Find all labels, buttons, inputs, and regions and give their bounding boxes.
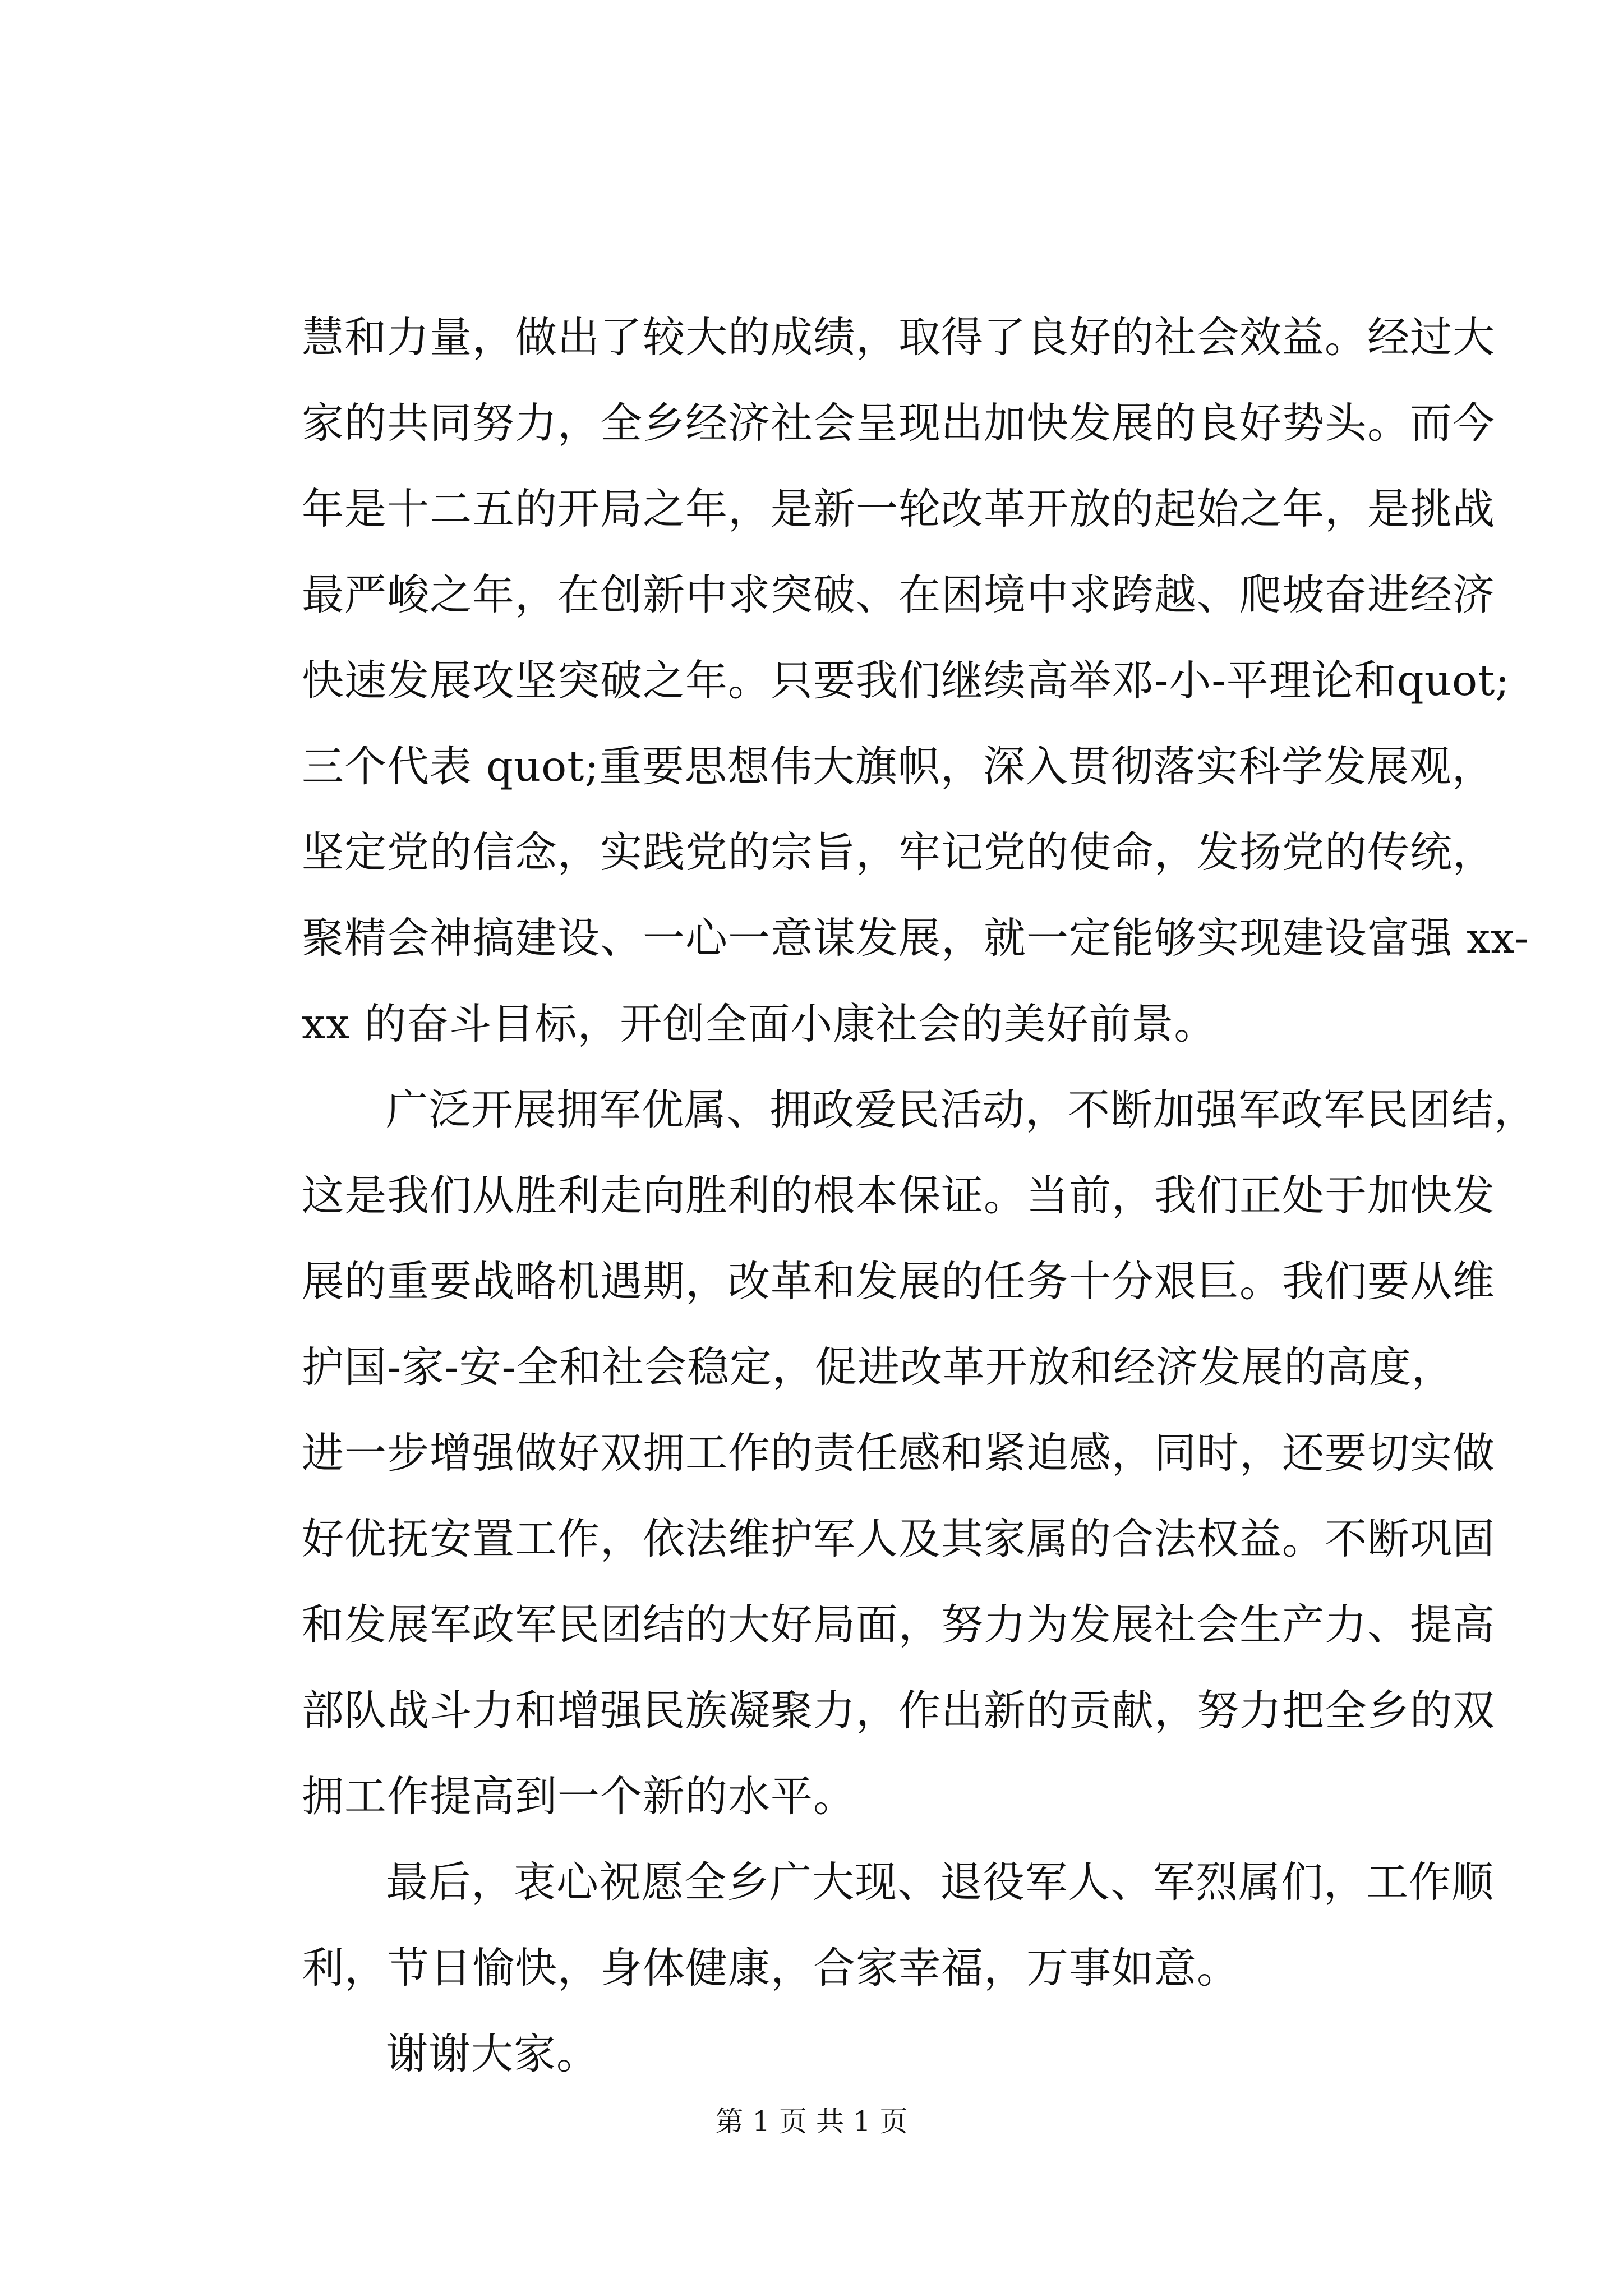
text-line: 坚定党的信念，实践党的宗旨，牢记党的使命，发扬党的传统，: [302, 827, 1496, 877]
text-line: 聚精会神搞建设、一心一意谋发展，就一定能够实现建设富强 xx-: [302, 913, 1529, 963]
text-line: 利，节日愉快，身体健康，合家幸福，万事如意。: [302, 1943, 1240, 1993]
text-line: 年是十二五的开局之年，是新一轮改革开放的起始之年，是挑战: [302, 484, 1496, 533]
text-line: 广泛开展拥军优属、拥政爱民活动，不断加强军政军民团结，: [386, 1085, 1537, 1134]
paragraph-1: [302, 295, 1529, 1067]
text-line: 好优抚安置工作，依法维护军人及其家属的合法权益。不断巩固: [302, 1514, 1496, 1563]
paragraph-4: [302, 2011, 1450, 2097]
paragraph-3: [302, 1839, 1495, 2011]
text-line: 展的重要战略机遇期，改革和发展的任务十分艰巨。我们要从维: [302, 1257, 1496, 1306]
page-footer: 第 1 页 共 1 页: [715, 2105, 908, 2138]
text-line: 这是我们从胜利走向胜利的根本保证。当前，我们正处于加快发: [302, 1171, 1496, 1220]
text-line: 部队战斗力和增强民族凝聚力，作出新的贡献，努力把全乡的双: [302, 1686, 1496, 1735]
text-line: 家的共同努力，全乡经济社会呈现出加快发展的良好势头。而今: [302, 398, 1496, 448]
text-line: 最严峻之年，在创新中求突破、在困境中求跨越、爬坡奋进经济: [302, 570, 1496, 619]
text-line: 三个代表 quot;重要思想伟大旗帜，深入贯彻落实科学发展观，: [302, 742, 1495, 791]
text-line: 谢谢大家。: [386, 2029, 600, 2078]
text-line: 和发展军政军民团结的大好局面，努力为发展社会生产力、提高: [302, 1600, 1496, 1649]
text-line: 最后，衷心祝愿全乡广大现、退役军人、军烈属们，工作顺: [386, 1857, 1495, 1907]
text-line: 进一步增强做好双拥工作的责任感和紧迫感，同时，还要切实做: [302, 1428, 1496, 1478]
text-line: 快速发展攻坚突破之年。只要我们继续高举邓-小-平理论和quot;: [302, 656, 1510, 705]
document-body: [302, 295, 1537, 2097]
text-line: xx 的奋斗目标，开创全面小康社会的美好前景。: [302, 999, 1217, 1048]
text-line: 拥工作提高到一个新的水平。: [302, 1772, 856, 1821]
text-line: 护国-家-安-全和社会稳定，促进改革开放和经济发展的高度，: [302, 1342, 1455, 1392]
paragraph-2: [302, 1067, 1537, 1839]
text-line: 慧和力量，做出了较大的成绩，取得了良好的社会效益。经过大: [302, 312, 1496, 362]
